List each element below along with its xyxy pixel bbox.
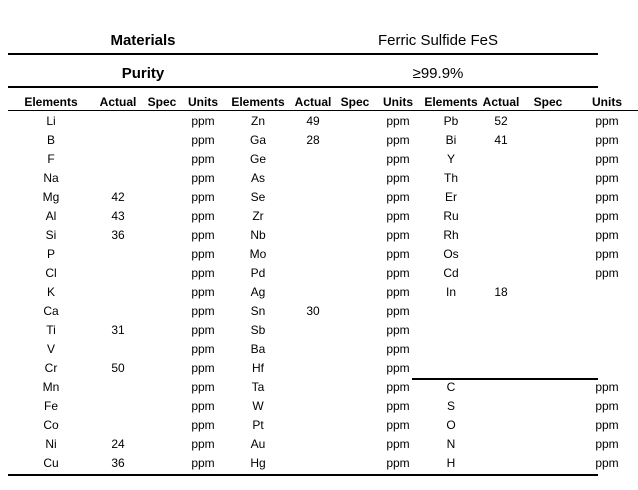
table-row xyxy=(8,168,638,187)
actual-cell xyxy=(292,339,334,358)
actual-cell xyxy=(292,453,334,472)
actual-cell xyxy=(94,282,142,301)
actual-cell xyxy=(94,339,142,358)
table-row xyxy=(8,149,638,168)
units-cell: ppm xyxy=(191,379,215,394)
col-header: Spec xyxy=(533,94,563,109)
element-cell: Cu xyxy=(43,455,59,470)
units-cell: ppm xyxy=(386,322,410,337)
units-cell: ppm xyxy=(386,455,410,470)
spec-cell xyxy=(334,320,376,339)
element-cell: Th xyxy=(443,170,458,185)
element-cell xyxy=(420,339,482,358)
element-cell: Co xyxy=(43,417,59,432)
units-cell: ppm xyxy=(191,341,215,356)
spec-cell xyxy=(520,282,576,301)
actual-cell xyxy=(292,320,334,339)
spec-cell xyxy=(334,339,376,358)
table-row xyxy=(8,282,638,301)
units-cell: ppm xyxy=(386,132,410,147)
actual-cell xyxy=(482,187,520,206)
units-cell: ppm xyxy=(595,417,619,432)
units-cell: ppm xyxy=(595,455,619,470)
table-row xyxy=(8,187,638,206)
actual-cell: 31 xyxy=(111,322,125,337)
units-cell: ppm xyxy=(191,436,215,451)
col-header: Units xyxy=(592,94,622,109)
actual-cell xyxy=(482,453,520,472)
units-cell: ppm xyxy=(191,284,215,299)
element-cell xyxy=(420,358,482,377)
units-cell: ppm xyxy=(386,151,410,166)
actual-cell: 36 xyxy=(111,227,125,242)
element-cell: Au xyxy=(250,436,266,451)
spec-cell xyxy=(520,358,576,377)
col-header: Spec xyxy=(147,94,177,109)
spec-cell xyxy=(142,377,182,396)
divider-top xyxy=(8,53,598,55)
element-cell: C xyxy=(446,379,456,394)
table-row xyxy=(8,396,638,415)
actual-cell xyxy=(292,396,334,415)
units-cell: ppm xyxy=(386,208,410,223)
actual-cell xyxy=(94,396,142,415)
units-cell: ppm xyxy=(386,398,410,413)
spec-cell xyxy=(520,187,576,206)
spec-cell xyxy=(520,415,576,434)
actual-cell: 41 xyxy=(494,132,508,147)
element-cell: Bi xyxy=(445,132,457,147)
spec-cell xyxy=(334,168,376,187)
actual-cell xyxy=(482,206,520,225)
element-cell: Mg xyxy=(42,189,60,204)
table-row xyxy=(8,263,638,282)
element-cell: Mn xyxy=(42,379,60,394)
units-cell: ppm xyxy=(595,170,619,185)
units-cell: ppm xyxy=(386,360,410,375)
element-cell: Y xyxy=(446,151,455,166)
element-cell: In xyxy=(445,284,456,299)
table-header-row xyxy=(8,93,638,111)
actual-cell xyxy=(292,168,334,187)
units-cell: ppm xyxy=(191,417,215,432)
table-row xyxy=(8,434,638,453)
element-cell: V xyxy=(46,341,55,356)
element-cell: Hg xyxy=(250,455,266,470)
units-cell xyxy=(576,339,638,358)
units-cell: ppm xyxy=(191,113,215,128)
actual-cell: 52 xyxy=(494,113,508,128)
element-cell: B xyxy=(46,132,55,147)
element-cell: N xyxy=(446,436,456,451)
spec-cell xyxy=(334,396,376,415)
spec-cell xyxy=(142,111,182,131)
actual-cell xyxy=(94,111,142,131)
spec-cell xyxy=(520,301,576,320)
units-cell: ppm xyxy=(386,436,410,451)
units-cell: ppm xyxy=(386,265,410,280)
spec-cell xyxy=(334,282,376,301)
units-cell: ppm xyxy=(386,189,410,204)
units-cell: ppm xyxy=(386,303,410,318)
actual-cell: 50 xyxy=(111,360,125,375)
divider-bottom xyxy=(8,474,598,476)
units-cell: ppm xyxy=(386,417,410,432)
spec-cell xyxy=(520,320,576,339)
spec-cell xyxy=(520,244,576,263)
spec-cell xyxy=(142,168,182,187)
element-cell: Pd xyxy=(250,265,266,280)
actual-cell xyxy=(482,168,520,187)
spec-cell xyxy=(520,111,576,131)
element-cell: H xyxy=(446,455,456,470)
element-cell: Ta xyxy=(251,379,265,394)
element-cell: Zn xyxy=(250,113,265,128)
actual-cell xyxy=(292,149,334,168)
spec-cell xyxy=(334,453,376,472)
col-header: Elements xyxy=(231,94,285,109)
actual-cell xyxy=(94,377,142,396)
element-cell xyxy=(420,320,482,339)
purity-label: Purity xyxy=(121,65,165,82)
col-header: Units xyxy=(383,94,413,109)
gas-section-divider xyxy=(412,378,598,380)
actual-cell xyxy=(292,358,334,377)
spec-cell xyxy=(142,263,182,282)
spec-cell xyxy=(520,263,576,282)
divider-header xyxy=(8,86,598,88)
actual-cell xyxy=(292,206,334,225)
element-cell: Ga xyxy=(249,132,266,147)
actual-cell xyxy=(482,415,520,434)
spec-cell xyxy=(520,396,576,415)
col-header: Actual xyxy=(482,94,520,109)
actual-cell xyxy=(94,130,142,149)
element-cell: Nb xyxy=(250,227,266,242)
col-header: Actual xyxy=(99,94,137,109)
spec-cell xyxy=(520,339,576,358)
table-row xyxy=(8,339,638,358)
units-cell: ppm xyxy=(191,208,215,223)
element-cell: As xyxy=(250,170,265,185)
col-header: Spec xyxy=(340,94,370,109)
actual-cell xyxy=(94,415,142,434)
units-cell: ppm xyxy=(386,246,410,261)
spec-cell xyxy=(520,225,576,244)
element-cell: Ba xyxy=(250,341,266,356)
units-cell: ppm xyxy=(595,151,619,166)
col-header: Units xyxy=(188,94,218,109)
spec-cell xyxy=(334,377,376,396)
spec-cell xyxy=(334,358,376,377)
actual-cell xyxy=(482,301,520,320)
spec-cell xyxy=(334,130,376,149)
table-row xyxy=(8,225,638,244)
units-cell: ppm xyxy=(191,360,215,375)
spec-cell xyxy=(142,282,182,301)
spec-cell xyxy=(334,434,376,453)
table-row xyxy=(8,453,638,472)
spec-cell xyxy=(520,130,576,149)
actual-cell xyxy=(482,434,520,453)
units-cell: ppm xyxy=(191,265,215,280)
actual-cell xyxy=(292,225,334,244)
element-cell: S xyxy=(446,398,455,413)
spec-cell xyxy=(334,149,376,168)
spec-cell xyxy=(334,206,376,225)
col-header: Elements xyxy=(424,94,478,109)
spec-cell xyxy=(142,206,182,225)
table-row xyxy=(8,320,638,339)
spec-cell xyxy=(142,301,182,320)
units-cell: ppm xyxy=(595,189,619,204)
spec-cell xyxy=(142,225,182,244)
element-cell: Zr xyxy=(252,208,264,223)
table-row xyxy=(8,415,638,434)
units-cell: ppm xyxy=(191,246,215,261)
spec-cell xyxy=(520,206,576,225)
spec-cell xyxy=(142,244,182,263)
element-cell: Ge xyxy=(249,151,266,166)
element-cell: Pb xyxy=(443,113,459,128)
spec-cell xyxy=(142,453,182,472)
element-cell: Ca xyxy=(43,303,59,318)
element-cell: Cl xyxy=(45,265,57,280)
actual-cell xyxy=(292,282,334,301)
units-cell: ppm xyxy=(595,436,619,451)
actual-cell xyxy=(482,339,520,358)
units-cell xyxy=(576,301,638,320)
element-cell: Cd xyxy=(443,265,459,280)
materials-value: Ferric Sulfide FeS xyxy=(377,32,499,49)
table-row xyxy=(8,358,638,377)
spec-cell xyxy=(142,130,182,149)
spec-cell xyxy=(334,301,376,320)
element-cell xyxy=(420,301,482,320)
spec-cell xyxy=(142,187,182,206)
actual-cell xyxy=(482,149,520,168)
actual-cell xyxy=(292,187,334,206)
actual-cell: 18 xyxy=(494,284,508,299)
units-cell: ppm xyxy=(191,170,215,185)
actual-cell xyxy=(292,415,334,434)
element-cell: Sn xyxy=(250,303,266,318)
actual-cell: 43 xyxy=(111,208,125,223)
spec-cell xyxy=(142,339,182,358)
units-cell: ppm xyxy=(386,341,410,356)
table-row xyxy=(8,301,638,320)
actual-cell xyxy=(94,301,142,320)
element-cell: Ru xyxy=(443,208,459,223)
spec-cell xyxy=(142,320,182,339)
units-cell: ppm xyxy=(595,132,619,147)
element-cell: Pt xyxy=(252,417,264,432)
actual-cell xyxy=(292,434,334,453)
units-cell xyxy=(576,282,638,301)
units-cell: ppm xyxy=(191,132,215,147)
actual-cell xyxy=(482,320,520,339)
units-cell: ppm xyxy=(386,113,410,128)
units-cell: ppm xyxy=(191,151,215,166)
units-cell: ppm xyxy=(191,398,215,413)
spec-cell xyxy=(142,434,182,453)
units-cell: ppm xyxy=(386,284,410,299)
units-cell: ppm xyxy=(595,208,619,223)
materials-label: Materials xyxy=(110,32,176,49)
units-cell: ppm xyxy=(595,227,619,242)
units-cell: ppm xyxy=(191,189,215,204)
element-cell: Li xyxy=(46,113,56,128)
actual-cell: 49 xyxy=(306,113,320,128)
purity-value: ≥99.9% xyxy=(412,65,464,82)
spec-cell xyxy=(334,244,376,263)
units-cell xyxy=(576,320,638,339)
actual-cell xyxy=(482,244,520,263)
element-cell: Ni xyxy=(45,436,57,451)
units-cell: ppm xyxy=(595,398,619,413)
element-cell: F xyxy=(47,151,55,166)
spec-cell xyxy=(520,168,576,187)
element-cell: Al xyxy=(45,208,57,223)
element-cell: Hf xyxy=(252,360,264,375)
composition-table xyxy=(8,93,638,472)
element-cell: Rh xyxy=(443,227,459,242)
actual-cell xyxy=(482,263,520,282)
element-cell: Os xyxy=(443,246,459,261)
units-cell: ppm xyxy=(191,227,215,242)
actual-cell: 28 xyxy=(306,132,320,147)
actual-cell xyxy=(482,396,520,415)
element-cell: W xyxy=(252,398,264,413)
units-cell xyxy=(576,358,638,377)
actual-cell xyxy=(94,244,142,263)
units-cell: ppm xyxy=(386,170,410,185)
units-cell: ppm xyxy=(595,379,619,394)
actual-cell xyxy=(292,377,334,396)
units-cell: ppm xyxy=(191,303,215,318)
units-cell: ppm xyxy=(191,455,215,470)
table-row xyxy=(8,111,638,131)
element-cell: Ag xyxy=(250,284,266,299)
actual-cell xyxy=(94,149,142,168)
element-cell: Ti xyxy=(46,322,56,337)
element-cell: Si xyxy=(45,227,57,242)
actual-cell: 30 xyxy=(306,303,320,318)
spec-cell xyxy=(520,453,576,472)
spec-cell xyxy=(334,187,376,206)
actual-cell xyxy=(292,244,334,263)
element-cell: Sb xyxy=(250,322,266,337)
spec-cell xyxy=(334,111,376,131)
element-cell: Mo xyxy=(249,246,267,261)
actual-cell: 36 xyxy=(111,455,125,470)
units-cell: ppm xyxy=(191,322,215,337)
spec-cell xyxy=(142,415,182,434)
spec-cell xyxy=(142,149,182,168)
spec-cell xyxy=(334,225,376,244)
element-cell: Er xyxy=(445,189,457,204)
spec-cell xyxy=(334,415,376,434)
units-cell: ppm xyxy=(595,113,619,128)
units-cell: ppm xyxy=(386,379,410,394)
spec-cell xyxy=(142,396,182,415)
element-cell: Se xyxy=(250,189,266,204)
spec-cell xyxy=(520,149,576,168)
element-cell: Na xyxy=(43,170,59,185)
actual-cell xyxy=(482,225,520,244)
actual-cell xyxy=(292,263,334,282)
spec-cell xyxy=(334,263,376,282)
spec-cell xyxy=(142,358,182,377)
spec-cell xyxy=(520,434,576,453)
col-header: Elements xyxy=(24,94,78,109)
element-cell: P xyxy=(46,246,55,261)
table-row xyxy=(8,130,638,149)
element-cell: K xyxy=(46,284,55,299)
actual-cell xyxy=(482,358,520,377)
col-header: Actual xyxy=(294,94,332,109)
table-row xyxy=(8,206,638,225)
element-cell: O xyxy=(446,417,456,432)
units-cell: ppm xyxy=(386,227,410,242)
table-row xyxy=(8,244,638,263)
units-cell: ppm xyxy=(595,246,619,261)
units-cell: ppm xyxy=(595,265,619,280)
actual-cell xyxy=(94,263,142,282)
actual-cell: 24 xyxy=(111,436,125,451)
actual-cell: 42 xyxy=(111,189,125,204)
element-cell: Fe xyxy=(43,398,58,413)
actual-cell xyxy=(94,168,142,187)
element-cell: Cr xyxy=(44,360,58,375)
